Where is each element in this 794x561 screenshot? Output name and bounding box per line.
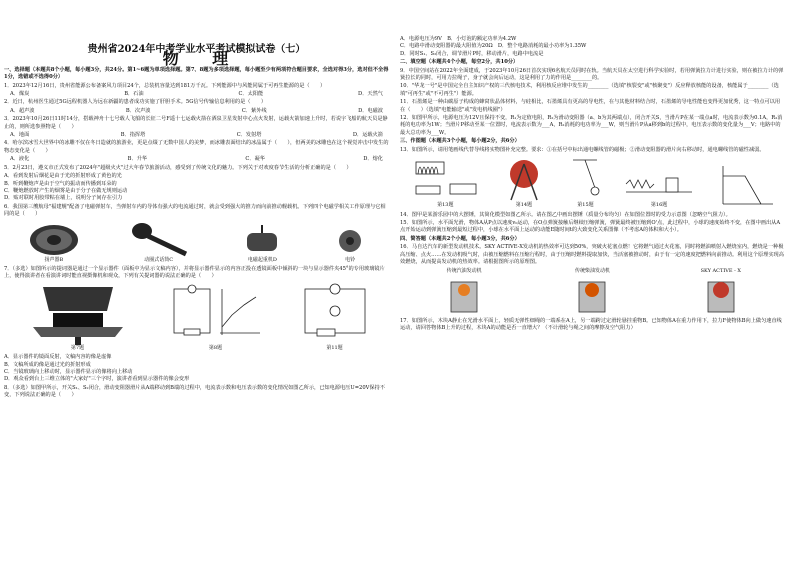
question-11: 11．石墨烯是一种由碳原子构成的蜂窝状晶体材料，与硅相比，石墨烯具有更高的导电性，在与其他材料结合时，石墨烯的导电性能也变得更加优秀，这一特点可以用在（ ）（选填"电能输送"或"发电机线圈"） [400,99,781,113]
figure-caption: SKY ACTIVE - X [700,268,741,275]
question-7: 7．（多选）如图所示的提词器是通过一个显示器件（面板中为显示文稿内容），并将显示器件显示的内容正投在透镜面板中倾斜的一块与显示器件夹45°的专用玻璃镜片上，使得演讲者在看演讲词时能直视摄像机和观众，下列有关提词器的说法正确的是（ ） [4,265,385,280]
option: A．煤炭 [10,91,30,98]
figure-speaker [28,223,80,264]
figure-caption: 电铃 [345,256,356,263]
question-10: 10．"华龙一号"是中国完全自主知识产权的三代核电技术，利用核反应堆中发生的________（选填"核裂变"或"核聚变"）反应释放核能的设备，核能属于________（选填"可再生"或"不可再生"）能源。 [400,83,779,97]
option: C．发射塔 [236,132,262,139]
figure-caption: 第11题 [326,344,343,351]
figure-caption: 第15题 [577,202,594,209]
figure-gasoline-engine [437,268,491,315]
question-1-options [4,91,389,98]
option: C．凝华 [245,156,265,163]
drawing-figures [400,156,785,209]
option: A．显示器件的镜面反射，文稿内容的像是虚像 [4,354,112,361]
question-3: 3．2023年10月26日11时14分，搭载神舟十七号载人飞船的长征二号F遥十七运载火箭在酒泉卫星发射中心点火发射，运载火箭加速上升时，若说宇飞船的航天员是静止的，则所选参照物是（ ） [4,116,388,130]
question-5: 5．2月23日，遵义市正式发布了2024年"超级火火"过大年春节旅游活动，感受到了传统文化的魅力。下列关于对欢度春节生活的分析正确的是（ ） [4,164,352,171]
option: A．超声波 [10,107,35,114]
subject-title: 物 理 [162,49,243,69]
figure-caption: 第16题 [650,202,668,209]
option: B．升华 [127,156,148,163]
question-4: 4．哈尔滨冰雪大世界中的冰雕不仅在冬日造就的旅游业，更是点缀了无数中国人的美梦，而冰雕表面结出的冰晶属于（ ），但两美的冰雕也在这个视觉冲击中发生的物态变化是（ ） [4,140,389,154]
question-6-figures [4,221,389,264]
figure-circuit-8 [170,283,262,352]
option: C．电路中滑动变阻器的最大阻值为20Ω D．整个电路消耗的最小功率为1.35W [400,43,587,50]
figure-caption: 第8题 [208,344,223,351]
figure-solenoid [410,156,480,209]
figure-caption: 第14题 [515,202,533,209]
figure-caption: 传统柴油发动机 [574,268,610,275]
question-1: 1．2023年12月16日，贵州省能源公布备案风力项目24个，总装机容量达到181万千瓦。下列能源中与风能同属于可再生能源的是（ ） [4,82,326,89]
figure-circuit-11 [299,283,371,352]
engine-figures [400,268,785,315]
section-fill: 二、填空题（本题共4个小题，每空2分，共10分） [400,59,519,66]
exam-title: 贵州省2024年中考学业水平考试模拟试卷（七） [87,44,306,55]
question-4-options [4,156,389,163]
option: C．太阳能 [238,91,264,98]
figure-bell [335,225,365,264]
option: A．电源电压为9V B．小灯泡的额定功率为4.2W [400,36,517,42]
option: A．地面 [10,132,30,139]
question-12: 12．如图甲所示，电源电压为12V且保持不变，R₁为定值电阻，R₂为滑动变阻器（a、b为其两端点），闭合开关S，当滑片P在某一端点a时，电流表示数为0.1A，R₂消耗的电功率为1W；当滑片P移动至某一位置时，电流表示数为___A，R₂消耗的电功率为___W，则当滑片P从a移到b的过程中，电压表示数的变化量为___V；电路中的最大总功率为___W。 [400,115,783,136]
figure-caption: 第7题 [70,344,85,351]
figure-energy-graph [715,164,775,210]
question-14: 14．图甲是某游乐园中的大摆锤，其简化模型如图乙所示。请在图乙中画出摆锤（质量分布均匀）在如图位置时的受力示意图（忽略空气阻力）。 [400,211,731,218]
option: D．观众看到台上三维立体的"大家好"三个字时，演讲者看到显示器件的像会变形 [4,376,190,383]
left-column [4,0,389,561]
figure-microphone [128,221,190,264]
question-8: 8．（多选）如图甲所示，开关S₁、S₂闭合，滑动变阻器滑片从A端移动到B端的过程中，电流表示数和电压表示数的变化情况如图乙所示，已知电源电压U=20V保持不变，下列说法正确的是（ ） [4,384,385,399]
option: B．石油 [124,91,144,98]
section-drawing: 三、作图题（本题共3个小题，每小题2分，共6分） [400,138,520,145]
question-2: 2．近日，杭州医生通过5G远程机器人为远在新疆的患者成功实施了肝胆手术。5G信号传输信息利用的是（ ） [4,99,267,106]
figure-pendulum-model [567,156,603,209]
option: B．指挥塔 [120,132,146,139]
figure-caption: 传统汽油发动机 [446,268,482,275]
right-column [400,0,785,561]
figure-skyactiv-engine [694,268,748,315]
option: D．同时S₁、S₂闭合，调节滑片P时，移动滑片，电路中电流是 [400,50,544,57]
question-6: 6．我国第三艘航母"福建舰"配备了电磁弹射车，当弹射车内的导体有强大的电流通过时，就会受到强大的推力而向前推动舰载机。下列四个电磁学相关工作原理与它相同的是（ ） [4,203,386,218]
question-7-figures [4,283,389,352]
option: B．听到鞭炮声是由于空气的振动而传播到耳朵的 [4,180,117,187]
question-17: 17．如图所示，木块A静止在光滑水平面上，轻质无弹性细绳的一端系在A上，另一端跨过定滑轮悬挂重物B。已知物体A在重力作用下，拉力F使物体B向上做匀速直线运动，请回答物体B上升的过程，木块A的动能是否一直增大？（不计滑轮与绳之间的摩擦及空气阻力） [400,317,782,332]
option: A．液化 [10,156,30,163]
figure-caption: 动圈式话筒C [144,256,174,263]
question-3-options [4,132,389,139]
option: D．运载火箭 [352,132,383,139]
option: B．次声波 [125,107,151,114]
question-13: 13．如图所示，请用笔画线代替导线将实物图补充完整。要求：①在括号中标出通电螺线管的磁极；②滑动变阻器的滑片向右移动时，通电螺线管的磁性减弱。 [400,146,765,153]
option: C．当镜玻璃向上移动时，显示器件显示的像将向上移动 [4,368,133,375]
question-9: 9．中国空间站在2022年全面建成，于2023年10月26日首次实现6名航天员同时在轨。当航天员在太空进行科学实验时，若用弹簧拉力计进行实验，则在被拉力计的弹簧拉长的同时，可用力拉绳子，身子就会向后运动，这是利用了力的作用是________的。 [400,67,784,82]
section-short-answer: 四、简答题（本题共2个小题，每小题3分，共6分） [400,235,520,242]
figure-crane [237,225,287,264]
option: D．贴对联时用胶带粘在墙上，说明分子间存在引力 [4,195,123,202]
question-15: 15．如图所示，水平面光滑，物体A从P点以速度v₀运动，在O点弹簧接触后继续压缩弹簧，弹簧最终被压缩到O'点，此过程中，小球的速度始终不变，在图中画出从A点开始运动到弹簧压缩到最短过程中，小球在水平面上运动的动能E随时间t的大致变化关系图像（不考虑A的体积和大小）。 [400,219,781,234]
figure-caption: 第13题 [437,202,454,209]
figure-caption: 电磁起重机D [247,256,277,263]
option: D．熔化 [363,156,383,163]
figure-diesel-engine [565,268,619,315]
option: D．天然气 [358,91,383,98]
option: D．电磁波 [358,107,383,114]
option: C．紫外线 [241,107,267,114]
question-2-options [4,108,389,115]
figure-spring-block [624,156,694,209]
option: C．鞭炮燃放时产生的烟雾是由于分子在做无规则运动 [4,187,128,194]
figure-caption: 扬声器B [44,256,64,263]
figure-pendulum-ride [501,156,547,209]
section-choice: 一、选择题（本题共8个小题，每小题3分，共24分。第1~6题为单项选择题。第7、8题为多项选择题，每小题至少有两项符合题目要求，全选对得3分，选对但不全得1分，选错或不选得0分） [4,66,389,81]
question-16: 16．马自达汽车的新型发动机技术。SKY ACTIVE-X发动机的热效率可达到50%，突破火花塞点燃！它将燃气通过火花塞，同时将燃油喷射入燃烧室内，燃烧是一种极高压缩、点火……在发动机吸气时，由被压缩燃料在压缩行程时，由于压缩时燃料提取加快，当活塞被推动时，由于有一定的速度把燃料向前推动。利用这个原理实现高效燃烧，从而提高发动机的热效率。请根据图所示的原理图。 [400,244,784,265]
option: B．文稿所成的像是通过光的折射形成 [4,361,91,368]
option: A．看到发射后烟花是由于光的折射形成了黄色的光 [4,173,122,180]
figure-prompter [23,283,133,352]
